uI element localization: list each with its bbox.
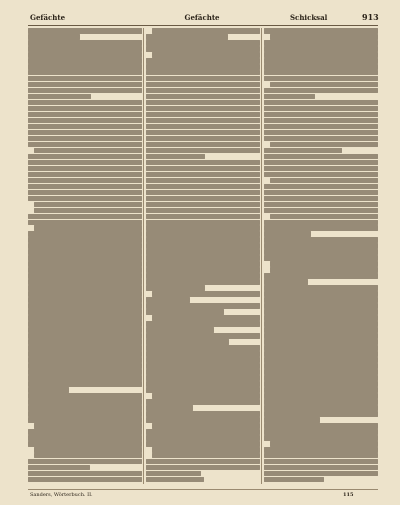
text-line <box>270 142 378 148</box>
text-line <box>28 214 142 220</box>
text-line <box>264 220 378 226</box>
text-line <box>264 124 378 130</box>
text-line <box>146 100 260 106</box>
text-line <box>152 315 260 321</box>
text-line <box>264 351 378 357</box>
text-line <box>146 369 260 375</box>
text-line <box>28 118 142 124</box>
text-line <box>34 447 142 453</box>
text-line <box>270 261 378 267</box>
column-divider-2 <box>261 28 262 484</box>
text-line <box>146 130 260 136</box>
text-line <box>28 393 142 399</box>
text-line <box>146 321 260 327</box>
text-line <box>264 118 378 124</box>
text-line <box>28 184 142 190</box>
text-line <box>28 255 142 261</box>
text-line <box>28 357 142 363</box>
text-line <box>264 136 378 142</box>
text-line <box>264 148 342 154</box>
text-line <box>34 453 142 459</box>
text-line <box>152 28 260 34</box>
text-line <box>264 387 378 393</box>
text-line <box>264 393 378 399</box>
text-line <box>28 261 142 267</box>
text-line <box>146 106 260 112</box>
text-line <box>146 297 190 303</box>
text-line <box>264 231 311 237</box>
text-line <box>264 465 378 471</box>
text-line <box>146 88 260 94</box>
text-line <box>146 405 193 411</box>
text-line <box>146 279 260 285</box>
text-line <box>264 429 378 435</box>
text-line <box>264 285 378 291</box>
text-line <box>146 339 229 345</box>
text-line <box>146 243 260 249</box>
text-line <box>264 166 378 172</box>
text-line <box>146 46 260 52</box>
text-line <box>264 363 378 369</box>
text-line <box>146 220 260 226</box>
text-line <box>264 303 378 309</box>
text-line <box>264 357 378 363</box>
text-line <box>264 52 378 58</box>
text-line <box>146 267 260 273</box>
text-line <box>34 148 142 154</box>
running-head-center: Gefächte <box>184 13 220 22</box>
text-line <box>146 435 260 441</box>
text-line <box>28 196 142 202</box>
text-line <box>264 375 378 381</box>
text-line <box>270 34 378 40</box>
text-line <box>264 435 378 441</box>
text-line <box>28 106 142 112</box>
text-line <box>264 273 378 279</box>
text-column-2 <box>146 28 260 484</box>
text-line <box>146 70 260 76</box>
text-line <box>28 459 142 465</box>
text-line <box>28 130 142 136</box>
text-line <box>146 231 260 237</box>
text-line <box>28 243 142 249</box>
text-line <box>146 441 260 447</box>
text-line <box>264 471 378 477</box>
text-line <box>28 429 142 435</box>
header-rule <box>28 25 378 26</box>
text-line <box>146 261 260 267</box>
text-line <box>146 154 205 160</box>
text-line <box>28 441 142 447</box>
text-line <box>146 309 224 315</box>
text-line <box>264 172 378 178</box>
text-line <box>28 100 142 106</box>
text-line <box>28 249 142 255</box>
column-divider-1 <box>143 28 144 484</box>
text-line <box>28 231 142 237</box>
text-line <box>264 76 378 82</box>
text-line <box>146 142 260 148</box>
text-line <box>28 88 142 94</box>
text-line <box>28 160 142 166</box>
text-line <box>264 243 378 249</box>
text-line <box>28 94 91 100</box>
text-line <box>146 411 260 417</box>
text-line <box>28 333 142 339</box>
text-line <box>264 369 378 375</box>
text-line <box>146 34 228 40</box>
text-line <box>28 369 142 375</box>
text-line <box>146 178 260 184</box>
text-line <box>28 297 142 303</box>
text-line <box>152 291 260 297</box>
text-line <box>146 124 260 130</box>
text-line <box>264 339 378 345</box>
text-line <box>264 333 378 339</box>
text-line <box>146 148 260 154</box>
text-line <box>146 76 260 82</box>
text-line <box>28 327 142 333</box>
text-line <box>146 381 260 387</box>
text-line <box>264 249 378 255</box>
text-line <box>146 357 260 363</box>
text-line <box>264 28 378 34</box>
text-line <box>146 333 260 339</box>
text-line <box>28 64 142 70</box>
text-line <box>264 417 320 423</box>
text-line <box>264 112 378 118</box>
text-line <box>146 225 260 231</box>
text-line <box>146 118 260 124</box>
text-line <box>270 214 378 220</box>
text-line <box>28 405 142 411</box>
text-line <box>264 309 378 315</box>
text-line <box>264 94 315 100</box>
text-line <box>28 70 142 76</box>
text-line <box>146 214 260 220</box>
text-line <box>28 136 142 142</box>
text-line <box>146 112 260 118</box>
running-head-right: Schicksal <box>290 13 328 22</box>
footer-rule <box>28 489 378 490</box>
text-line <box>146 345 260 351</box>
text-line <box>146 351 260 357</box>
text-line <box>34 225 142 231</box>
text-line <box>146 184 260 190</box>
text-line <box>264 321 378 327</box>
text-line <box>146 172 260 178</box>
text-line <box>264 100 378 106</box>
text-line <box>34 208 142 214</box>
text-line <box>28 142 142 148</box>
text-line <box>264 225 378 231</box>
text-line <box>152 453 260 459</box>
text-line <box>28 351 142 357</box>
text-line <box>146 477 204 483</box>
text-line <box>264 58 378 64</box>
text-line <box>152 393 260 399</box>
text-line <box>146 387 260 393</box>
text-line <box>264 447 378 453</box>
text-line <box>264 327 378 333</box>
text-line <box>28 166 142 172</box>
text-line <box>28 399 142 405</box>
running-head-left: Gefächte <box>30 13 66 22</box>
text-line <box>264 237 378 243</box>
text-line <box>146 459 260 465</box>
text-line <box>264 381 378 387</box>
text-line <box>146 255 260 261</box>
text-line <box>28 237 142 243</box>
text-line <box>146 136 260 142</box>
text-line <box>28 46 142 52</box>
text-line <box>264 40 378 46</box>
text-line <box>264 477 324 483</box>
text-line <box>264 88 378 94</box>
text-line <box>28 285 142 291</box>
text-line <box>28 28 142 34</box>
text-line <box>152 423 260 429</box>
text-line <box>146 58 260 64</box>
text-line <box>264 345 378 351</box>
text-line <box>34 202 142 208</box>
text-line <box>28 40 142 46</box>
text-line <box>146 303 260 309</box>
text-line <box>270 178 378 184</box>
text-line <box>28 124 142 130</box>
text-line <box>264 70 378 76</box>
text-line <box>34 423 142 429</box>
text-line <box>28 321 142 327</box>
text-line <box>264 154 378 160</box>
text-line <box>264 297 378 303</box>
text-line <box>146 160 260 166</box>
text-line <box>28 273 142 279</box>
text-line <box>28 220 142 226</box>
text-line <box>270 441 378 447</box>
text-line <box>264 208 378 214</box>
text-line <box>28 387 69 393</box>
text-line <box>264 405 378 411</box>
text-line <box>28 279 142 285</box>
text-line <box>146 273 260 279</box>
text-line <box>146 363 260 369</box>
text-line <box>152 447 260 453</box>
text-column-1 <box>28 28 142 484</box>
text-line <box>264 255 378 261</box>
text-line <box>146 190 260 196</box>
text-line <box>146 166 260 172</box>
text-line <box>28 303 142 309</box>
text-line <box>28 315 142 321</box>
text-line <box>146 40 260 46</box>
text-line <box>264 160 378 166</box>
text-line <box>28 178 142 184</box>
text-line <box>146 64 260 70</box>
text-line <box>146 237 260 243</box>
text-line <box>28 411 142 417</box>
text-line <box>146 196 260 202</box>
text-line <box>28 154 142 160</box>
text-line <box>28 82 142 88</box>
text-line <box>28 471 142 477</box>
text-line <box>264 315 378 321</box>
page-number: 913 <box>362 12 379 22</box>
printer-signature: 115 <box>343 492 354 498</box>
text-line <box>28 34 80 40</box>
text-line <box>264 106 378 112</box>
text-line <box>28 345 142 351</box>
text-line <box>146 249 260 255</box>
text-line <box>264 453 378 459</box>
text-line <box>264 46 378 52</box>
text-line <box>28 291 142 297</box>
text-line <box>146 465 260 471</box>
text-line <box>264 202 378 208</box>
text-line <box>28 417 142 423</box>
text-line <box>28 363 142 369</box>
text-line <box>28 76 142 82</box>
text-line <box>28 112 142 118</box>
text-line <box>152 52 260 58</box>
text-line <box>146 327 214 333</box>
text-line <box>146 429 260 435</box>
text-line <box>146 208 260 214</box>
text-line <box>146 375 260 381</box>
text-line <box>146 285 205 291</box>
text-line <box>28 339 142 345</box>
text-line <box>28 381 142 387</box>
text-line <box>264 291 378 297</box>
text-line <box>28 52 142 58</box>
text-line <box>146 202 260 208</box>
text-line <box>264 184 378 190</box>
text-line <box>146 399 260 405</box>
text-line <box>28 58 142 64</box>
text-line <box>264 64 378 70</box>
text-line <box>270 82 378 88</box>
text-line <box>28 435 142 441</box>
text-line <box>264 196 378 202</box>
text-line <box>28 190 142 196</box>
text-line <box>146 471 201 477</box>
text-line <box>28 172 142 178</box>
text-column-3 <box>264 28 378 484</box>
text-line <box>270 267 378 273</box>
text-line <box>28 267 142 273</box>
text-line <box>264 279 308 285</box>
text-line <box>264 190 378 196</box>
footer-imprint: Sanders, Wörterbuch. II. <box>30 492 93 498</box>
text-line <box>146 417 260 423</box>
text-line <box>28 375 142 381</box>
text-line <box>264 411 378 417</box>
text-line <box>146 82 260 88</box>
text-line <box>264 130 378 136</box>
text-line <box>264 423 378 429</box>
text-line <box>28 477 142 483</box>
text-line <box>28 465 90 471</box>
text-line <box>264 399 378 405</box>
text-line <box>28 309 142 315</box>
text-line <box>264 459 378 465</box>
text-line <box>146 94 260 100</box>
